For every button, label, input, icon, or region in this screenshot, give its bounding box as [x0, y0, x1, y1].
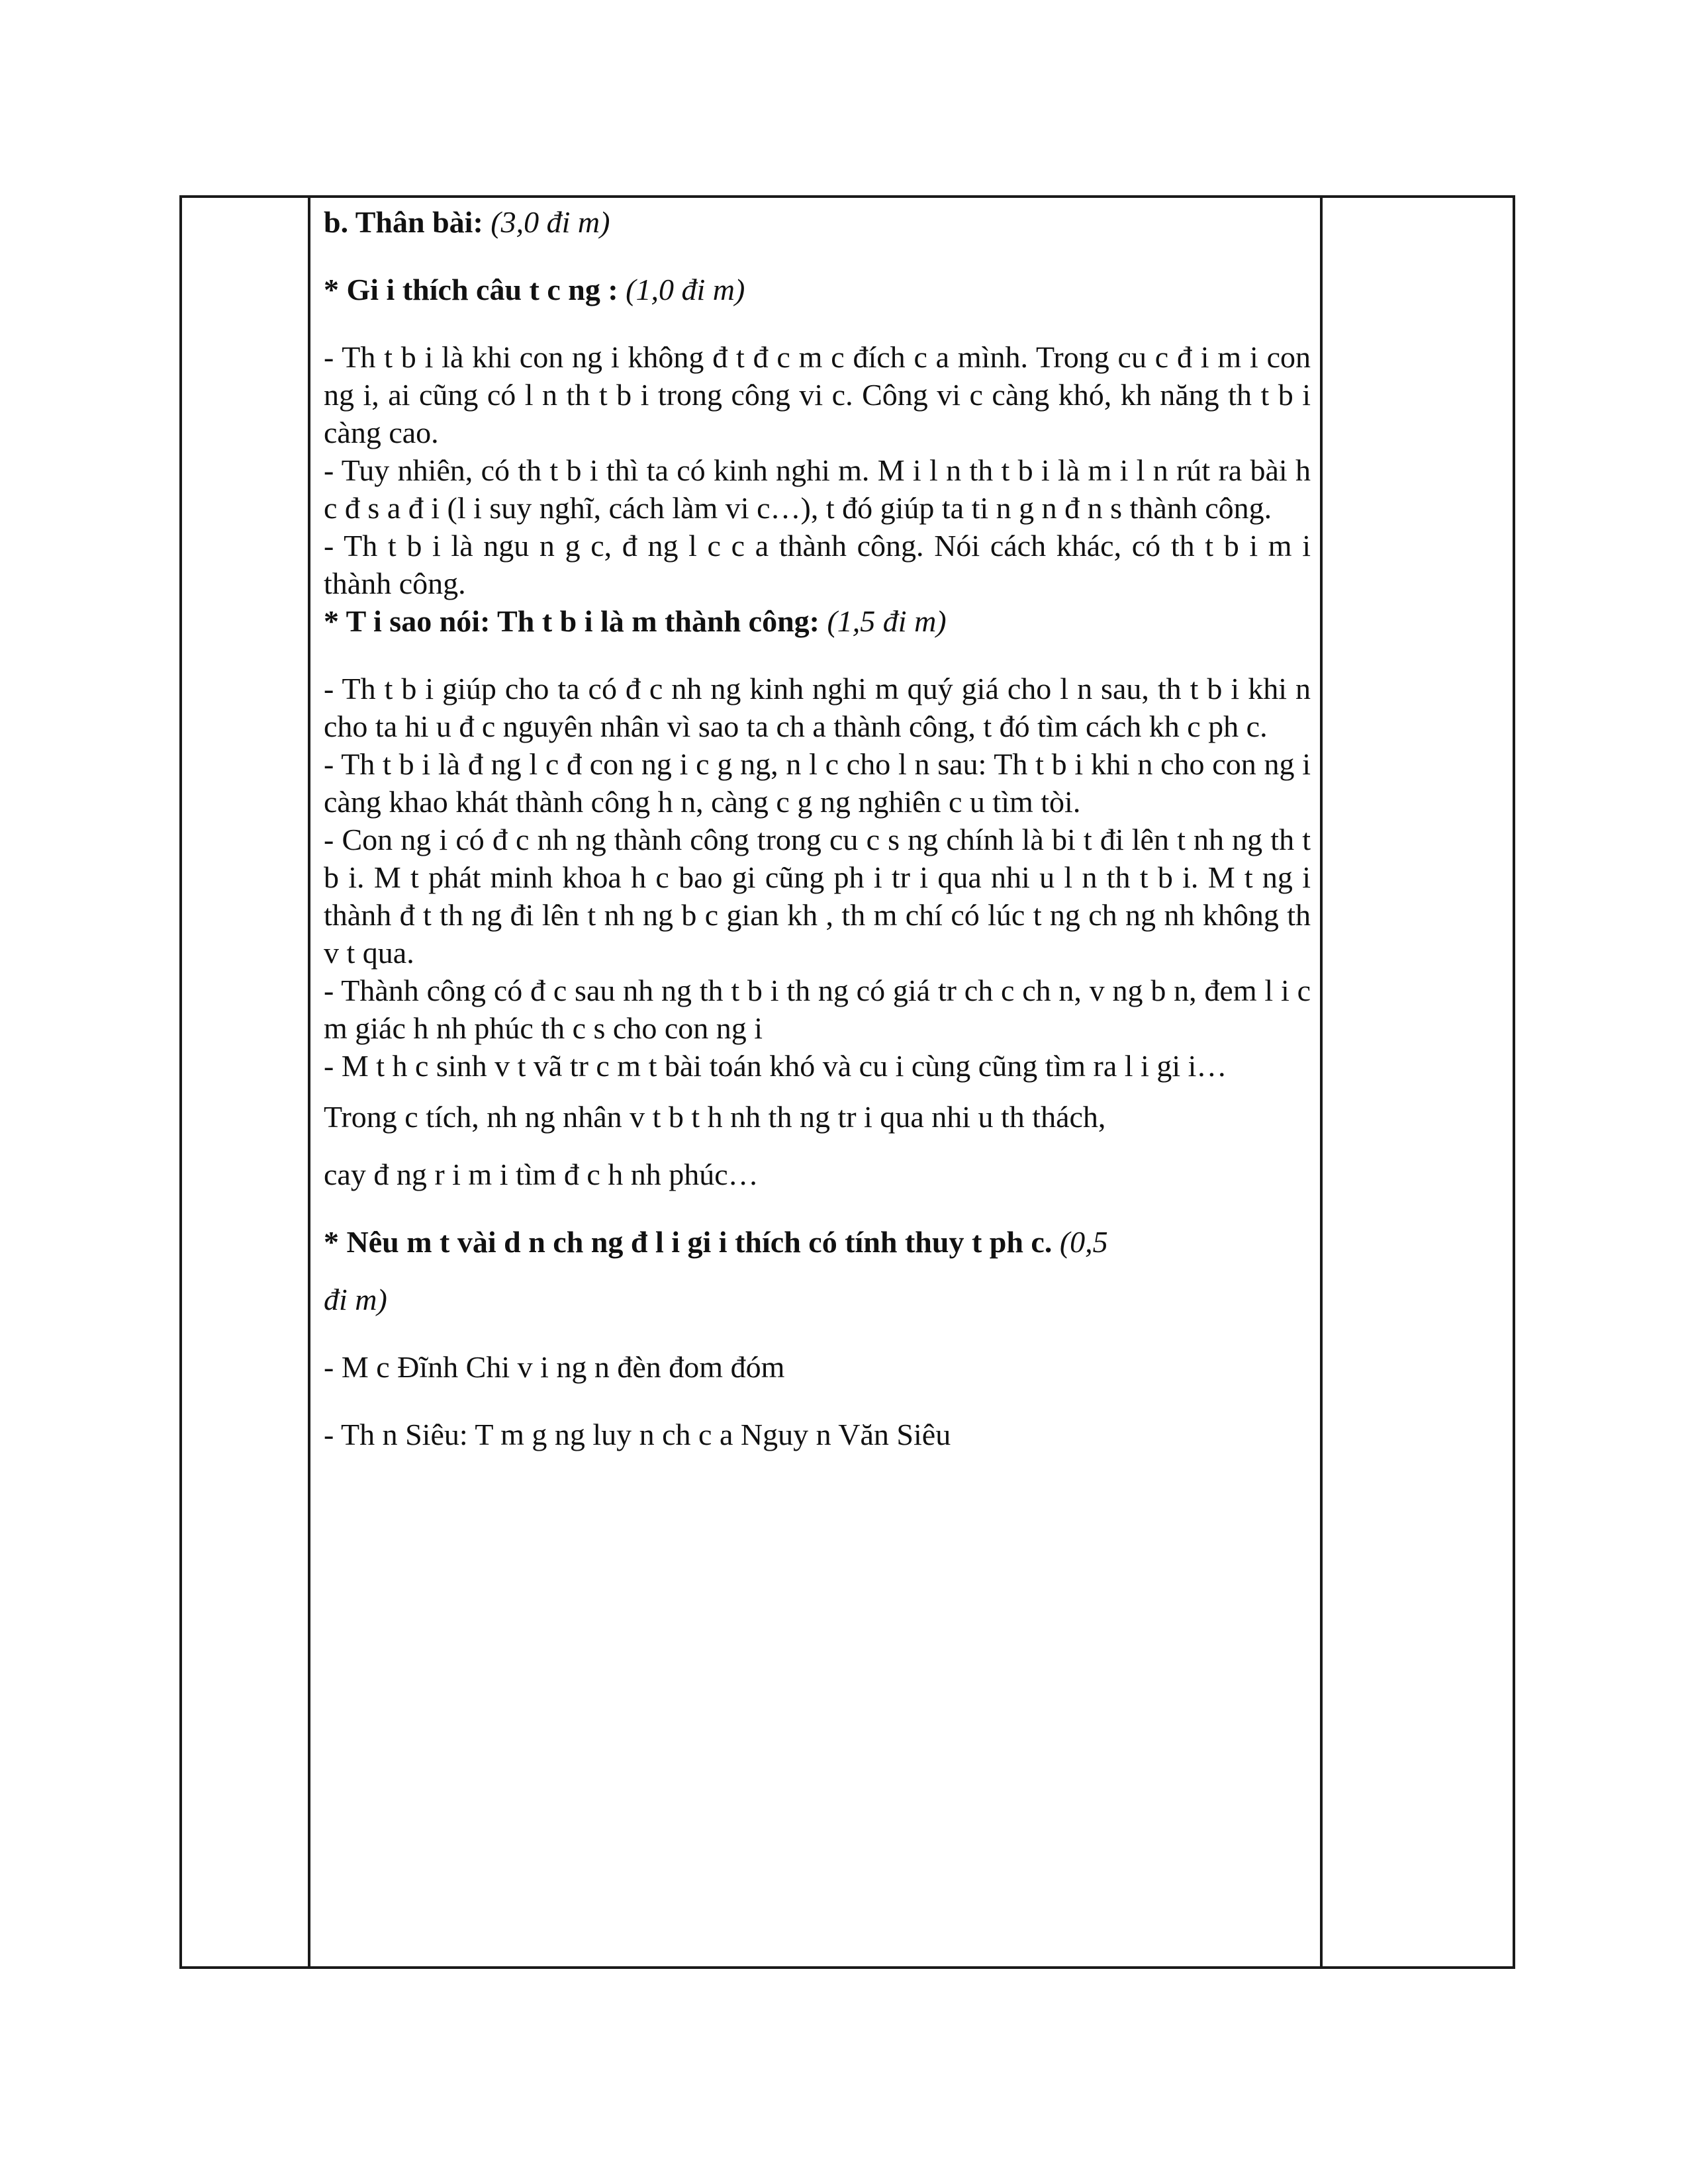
part1-score: (1,0 đi m)	[626, 273, 745, 306]
paragraph: cay đ ng r i m i tìm đ c h nh phúc…	[324, 1158, 759, 1191]
content-column-cell	[309, 197, 1321, 1968]
section-b-heading	[324, 203, 1311, 241]
paragraph: - M t h c sinh v t vã tr c m t bài toán khó và cu i cùng cũng tìm ra l i gi i…	[324, 1049, 1227, 1083]
part1-heading	[324, 271, 1311, 308]
part3-score-continued	[324, 1281, 1311, 1318]
score-column-cell	[1321, 197, 1514, 1968]
part2-score: (1,5 đi m)	[827, 604, 947, 638]
paragraph: - M c Đĩnh Chi v i ng n đèn đom đóm	[324, 1350, 785, 1384]
paragraph: - Th t b i là ngu n g c, đ ng l c c a thành công. Nói cách khác, có th t b i m i thành công.	[324, 529, 1311, 600]
question-column-cell	[181, 197, 309, 1968]
section-b-title: b. Thân bài:	[324, 205, 483, 239]
paragraph: - Th t b i là khi con ng i không đ t đ c m c đích c a mình. Trong cu c đ i m i con ng i, ai cũng có l n th t b i trong công vi c. Công vi c càng khó, kh năng th t b i càng cao.	[324, 340, 1311, 449]
part3-heading	[324, 1223, 1311, 1261]
part2-heading	[324, 602, 1311, 640]
answer-table	[179, 195, 1515, 1969]
table-row	[181, 197, 1514, 1968]
part3-title: * Nêu m t vài d n ch ng đ l i gi i thích có tính thuy t ph c.	[324, 1225, 1053, 1259]
paragraph: - Th t b i giúp cho ta có đ c nh ng kinh nghi m quý giá cho l n sau, th t b i khi n cho ta hi u đ c nguyên nhân vì sao ta ch a thành công, t đó tìm cách kh c ph c.	[324, 672, 1311, 743]
paragraph: - Tuy nhiên, có th t b i thì ta có kinh nghi m. M i l n th t b i là m i l n rút ra bài h c đ s a đ i (l i suy nghĩ, cách làm vi c…), t đó giúp ta ti n g n đ n s thành công.	[324, 453, 1311, 525]
paragraph: - Th n Siêu: T m g ng luy n ch c a Nguy n Văn Siêu	[324, 1418, 951, 1451]
part3-score: (0,5	[1059, 1225, 1108, 1259]
part1-title: * Gi i thích câu t c ng :	[324, 273, 618, 306]
part3-score-line2: đi m)	[324, 1283, 387, 1316]
paragraph: - Con ng i có đ c nh ng thành công trong cu c s ng chính là bi t đi lên t nh ng th t b i. M t phát minh khoa h c bao gi cũng ph i tr i qua nhi u l n th t b i. M t ng i thành đ t th ng đi lên t nh ng b c gian kh , th m chí có lúc t ng ch ng nh không th v t qua.	[324, 823, 1311, 970]
answer-content	[310, 198, 1320, 1453]
paragraph: - Thành công có đ c sau nh ng th t b i th ng có giá tr ch c ch n, v ng b n, đem l i c m giác h nh phúc th c s cho con ng i	[324, 974, 1311, 1045]
paragraph: - Th t b i là đ ng l c đ con ng i c g ng, n l c cho l n sau: Th t b i khi n cho con ng i càng khao khát thành công h n, càng c g ng nghiên c u tìm tòi.	[324, 747, 1311, 819]
section-b-score: (3,0 đi m)	[491, 205, 610, 239]
paragraph: Trong c tích, nh ng nhân v t b t h nh th ng tr i qua nhi u th thách,	[324, 1100, 1106, 1134]
part2-title: * T i sao nói: Th t b i là m thành công:	[324, 604, 820, 638]
